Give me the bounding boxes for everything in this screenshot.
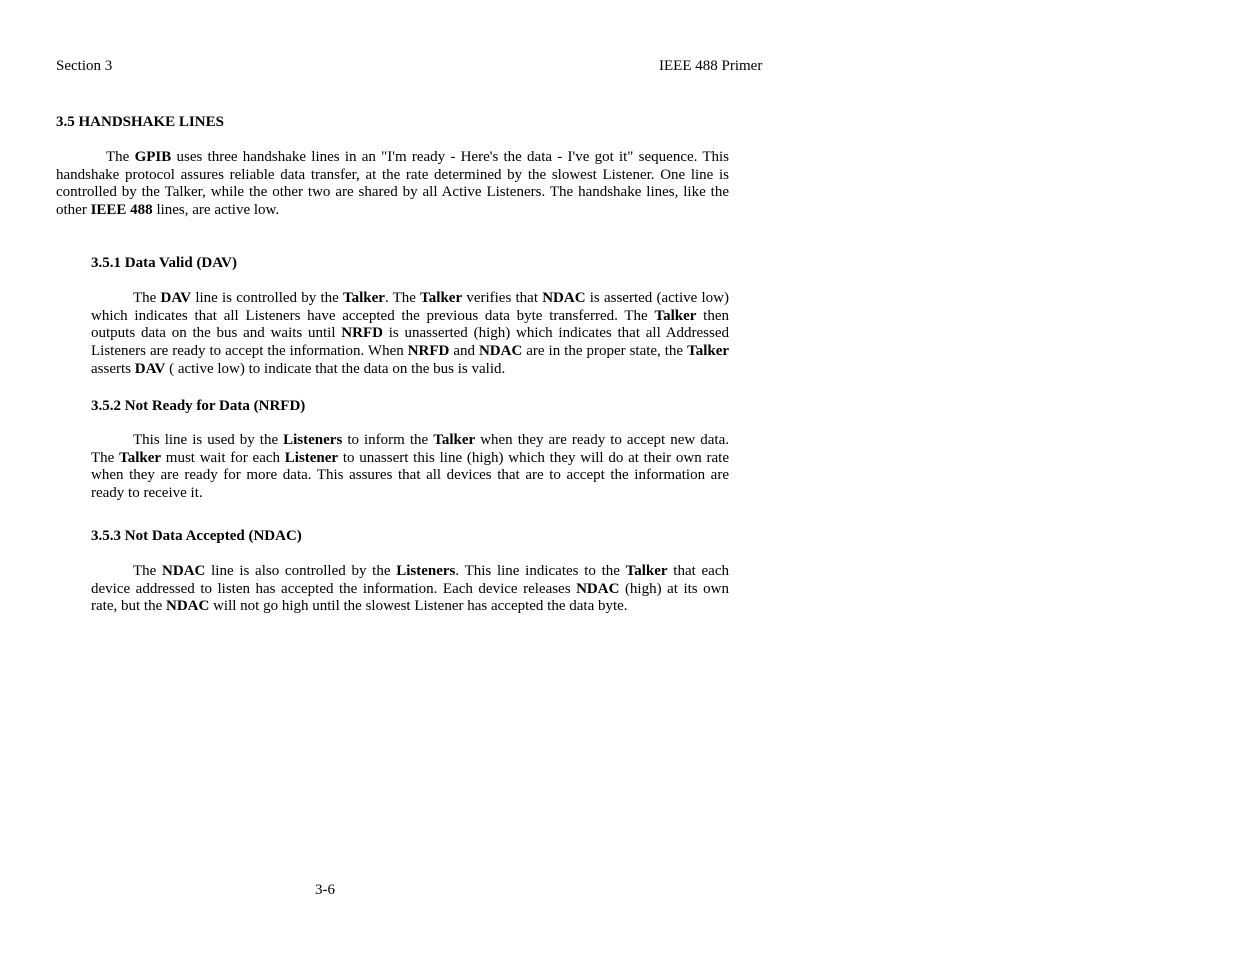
text-run: to unassert this line (high) which they will do at their own rate when they are ready for more data. This assures that all devices that are to accept the information are ready to receive it. <box>91 449 729 502</box>
section-heading: 3.5 HANDSHAKE LINES <box>56 114 224 130</box>
bold-term: Listener <box>284 449 339 466</box>
text-run: (high) at its own rate, but the <box>91 580 729 615</box>
bold-term: Talker <box>420 290 463 306</box>
bold-term: DAV <box>160 290 192 306</box>
bold-term: NRFD <box>341 325 383 342</box>
text-run: line is controlled by the <box>191 290 343 306</box>
bold-term: Talker <box>687 343 730 360</box>
bold-term: NDAC <box>542 290 586 306</box>
text-run: will not go high until the slowest Listener has accepted the data byte. <box>209 598 628 615</box>
running-header-title: IEEE 488 Primer <box>659 58 763 74</box>
bold-term: NRFD <box>407 343 450 360</box>
text-run: to inform the <box>342 432 434 448</box>
text-run: The <box>106 149 135 165</box>
bold-term: Listeners <box>283 432 343 448</box>
bold-term: Talker <box>119 449 162 466</box>
text-run: asserts <box>91 360 135 377</box>
bold-term: NDAC <box>478 343 523 360</box>
subsection-heading-ndac: 3.5.3 Not Data Accepted (NDAC) <box>91 528 302 544</box>
text-run: when they are ready to accept new data. The <box>91 432 729 466</box>
text-run: verifies that <box>462 290 543 306</box>
bold-term: NDAC <box>165 598 210 615</box>
text-run: The <box>133 290 161 306</box>
text-run: uses three handshake lines in an "I'm ready - Here's the data - I've got it" sequence. This handshake protocol assures reliable data transfer, at the rate determined by the slowest Listener. One line is controlled by the Talker, while the other two are shared by all Active Listeners. The handshake lines, like the other <box>56 149 730 219</box>
page-number: 3-6 <box>315 882 335 898</box>
text-run: line is also controlled by the <box>205 563 397 579</box>
text-run: ( active low) to indicate that the data on the bus is valid. <box>165 360 506 377</box>
bold-term: Listeners <box>396 563 456 579</box>
bold-term: NDAC <box>162 563 206 579</box>
paragraph-ndac <box>91 563 729 616</box>
intro-paragraph <box>56 149 729 220</box>
text-run: is unasserted (high) which indicates that all Addressed Listeners are ready to accept the information. When <box>91 325 730 360</box>
bold-term: IEEE 488 <box>90 202 153 219</box>
text-run: lines, are active low. <box>152 202 280 219</box>
bold-term: Talker <box>625 563 668 579</box>
text-run: must wait for each <box>161 449 285 466</box>
text-run: This line is used by the <box>133 432 284 448</box>
text-run: is asserted (active low) which indicates that all Listeners have accepted the previous data byte transferred. The <box>91 290 729 324</box>
subsection-heading-dav: 3.5.1 Data Valid (DAV) <box>91 255 237 271</box>
running-header-section: Section 3 <box>56 58 113 74</box>
paragraph-dav <box>91 290 729 379</box>
text-run: and <box>449 343 479 360</box>
bold-term: GPIB <box>134 149 172 165</box>
text-run: are in the proper state, the <box>522 343 688 360</box>
subsection-heading-nrfd: 3.5.2 Not Ready for Data (NRFD) <box>91 398 306 414</box>
bold-term: Talker <box>342 290 385 306</box>
text-run: then outputs data on the bus and waits until <box>91 307 729 342</box>
text-run: . The <box>384 290 421 306</box>
bold-term: NDAC <box>576 580 620 597</box>
text-run: that each device addressed to listen has accepted the information. Each device releases <box>91 563 729 597</box>
bold-term: DAV <box>134 360 166 377</box>
text-run: . This line indicates to the <box>455 563 626 579</box>
bold-term: Talker <box>433 432 476 448</box>
text-run: The <box>133 563 163 579</box>
paragraph-nrfd <box>91 432 729 503</box>
bold-term: Talker <box>654 307 697 324</box>
